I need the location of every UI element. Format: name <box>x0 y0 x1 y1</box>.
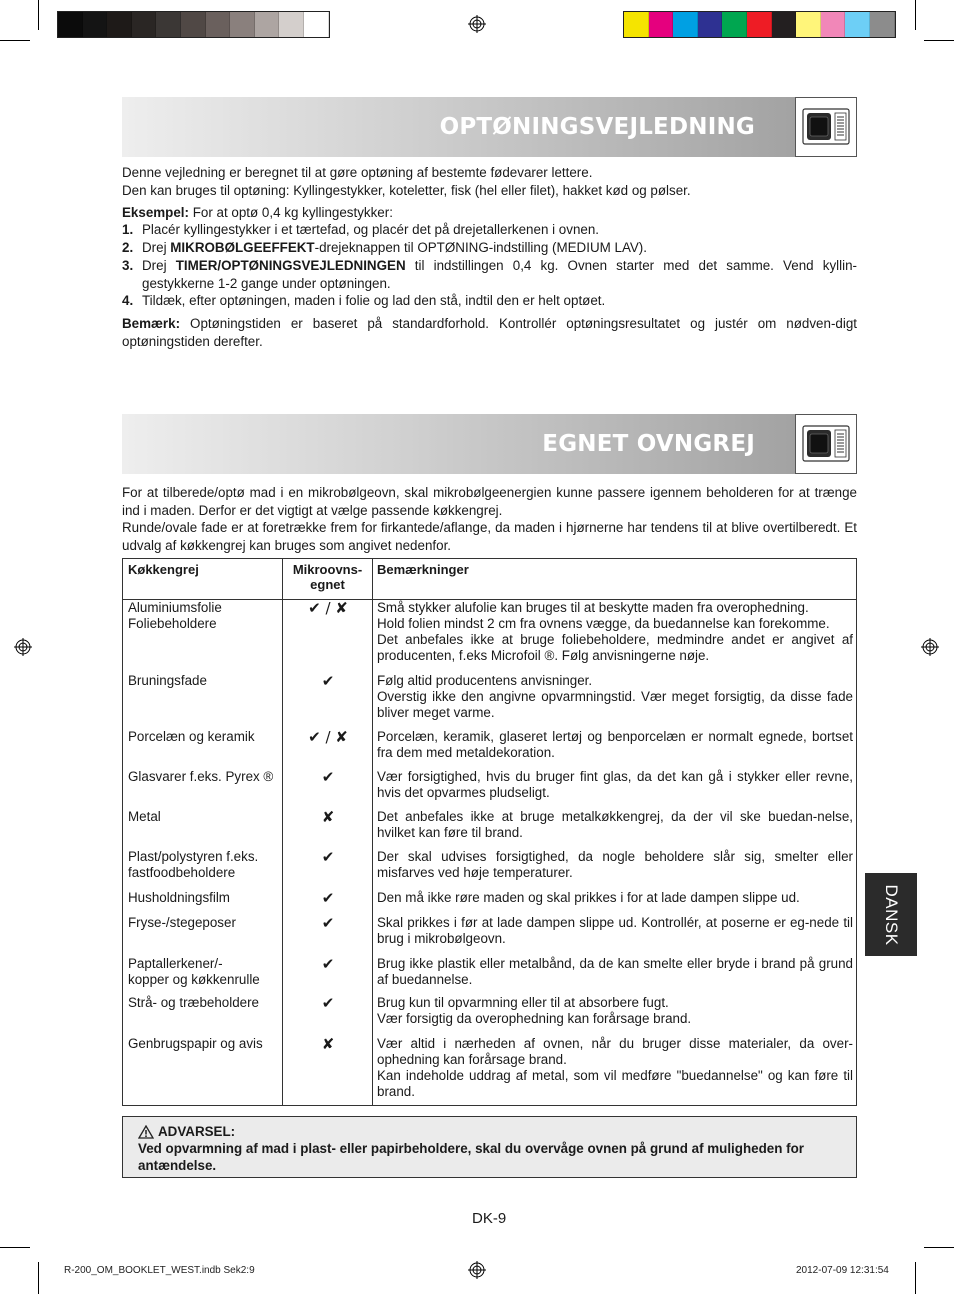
step-text: Drej <box>142 258 176 273</box>
crop-mark <box>0 40 30 41</box>
crop-mark <box>38 0 39 30</box>
column-header-remarks: Bemærkninger <box>377 562 469 577</box>
step-number: 2. <box>122 240 134 255</box>
table-cell-remark: Den må ikke røre maden og skal prikkes i for at lade dampen slippe ud. <box>377 890 800 905</box>
table-cell-suitability: ✘ <box>321 808 335 826</box>
registration-mark-icon <box>468 1261 486 1279</box>
color-swatch <box>304 12 329 37</box>
color-swatch <box>870 12 895 37</box>
registration-mark-icon <box>468 15 486 33</box>
language-tab-label: DANSK <box>882 883 901 946</box>
example-label: Eksempel: <box>122 205 189 220</box>
step-item <box>122 239 857 257</box>
color-swatch <box>107 12 132 37</box>
step-number: 1. <box>122 222 134 237</box>
table-cell-suitability: ✔ <box>321 955 335 973</box>
table-cell-cookware: Genbrugspapir og avis <box>128 1036 263 1051</box>
table-cell-cookware: Strå- og træbeholdere <box>128 995 260 1010</box>
table-cell-cookware: Fryse-/stegeposer <box>128 915 236 930</box>
warning-text: Ved opvarmning af mad i plast- eller papirbeholdere, skal du overvåge ovnen på grund af muligheden for antændelse. <box>138 1141 804 1173</box>
section-title: OPTØNINGSVEJLEDNING <box>439 114 755 140</box>
table-cell-suitability: ✔ <box>321 768 335 786</box>
color-swatch <box>796 12 821 37</box>
warning-label: ADVARSEL: <box>158 1124 236 1139</box>
color-swatch <box>624 12 649 37</box>
step-number: 3. <box>122 258 134 273</box>
color-swatch <box>845 12 870 37</box>
table-cell-remark: Brug ikke plastik eller metalbånd, da de kan smelte eller bryde i brand på grund af buedannelse. <box>377 956 853 987</box>
table-cell-cookware: Aluminiumsfolie Foliebeholdere <box>128 600 222 631</box>
crop-mark <box>924 1247 954 1248</box>
table-cell-cookware: Metal <box>128 809 161 824</box>
note-text: Optøningstiden er baseret på standardforhold. Kontrollér optøningsresultatet og justér om nødven-digt optøningstiden derefter. <box>122 316 857 349</box>
intro-line: Den kan bruges til optøning: Kyllingestykker, koteletter, fisk (hel eller filet), hakket kød og pølser. <box>122 182 691 198</box>
color-swatch <box>772 12 797 37</box>
registration-mark-icon <box>14 638 32 656</box>
table-cell-suitability: ✔ / ✘ <box>308 728 348 746</box>
color-swatch <box>230 12 255 37</box>
color-swatch <box>255 12 280 37</box>
warning-triangle-icon <box>138 1125 154 1139</box>
section-title: EGNET OVNGREJ <box>542 431 755 457</box>
color-swatch <box>58 12 83 37</box>
process-color-bar <box>623 11 896 38</box>
color-swatch <box>156 12 181 37</box>
section-header-cookware <box>122 414 857 474</box>
table-cell-cookware: Husholdningsfilm <box>128 890 230 905</box>
step-item <box>122 292 857 310</box>
warning-box <box>122 1116 857 1178</box>
table-cell-remark: Der skal udvises forsigtighed, da nogle beholdere slår sig, smelter eller misfarves ved høje temperaturer. <box>377 849 853 880</box>
grayscale-color-bar <box>57 11 330 38</box>
print-slug-timestamp: 2012-07-09 12:31:54 <box>796 1265 889 1276</box>
cookware-table <box>122 558 857 1106</box>
registration-mark-icon <box>921 638 939 656</box>
table-cell-remark: Små stykker alufolie kan bruges til at beskytte maden fra overophedning. Hold folien mindst 2 cm fra ovnens vægge, da buedannelse kan forekomme. Det anbefales ikke at bruge foliebeholdere, medmindre andet er angivet af producenten, f.eks Microfoil ®. Følg anvisningerne nøje. <box>377 600 853 663</box>
step-text: Placér kyllingestykker i et tærtefad, og placér det på drejetallerkenen i ovnen. <box>142 222 600 237</box>
crop-mark <box>924 40 954 41</box>
warning-heading <box>138 1123 235 1140</box>
example-text: For at optø 0,4 kg kyllingestykker: <box>189 205 393 220</box>
column-header-cookware: Køkkengrej <box>128 562 199 577</box>
color-swatch <box>181 12 206 37</box>
defrost-intro <box>122 164 857 199</box>
table-cell-remark: Skal prikkes i før at lade dampen slippe ud. Kontrollér, at poserne er eg-nede til brug i mikrobølgeovn. <box>377 915 853 946</box>
column-divider <box>282 559 283 1105</box>
column-divider <box>372 559 373 1105</box>
crop-mark <box>915 0 916 30</box>
step-number: 4. <box>122 293 134 308</box>
table-cell-remark: Porcelæn, keramik, glaseret lertøj og benporcelæn er normalt egnede, bortset fra dem med metaldekoration. <box>377 729 853 760</box>
table-cell-suitability: ✔ <box>321 889 335 907</box>
table-cell-remark: Det anbefales ikke at bruge metalkøkkengrej, da der vil ske buedan-nelse, hvilket kan føre til brand. <box>377 809 853 840</box>
table-cell-suitability: ✘ <box>321 1035 335 1053</box>
cookware-intro <box>122 484 857 554</box>
page-number: DK-9 <box>472 1210 507 1227</box>
table-cell-remark: Vær altid i nærheden af ovnen, når du bruger disse materialer, da over-ophedning kan forårsage brand. Kan indeholde uddrag af metal, som vil medføre "buedannelse" og kan føre til brand. <box>377 1036 853 1099</box>
step-item <box>122 221 857 239</box>
color-swatch <box>132 12 157 37</box>
step-bold-text: TIMER/OPTØNINGSVEJLEDNINGEN <box>175 258 406 273</box>
table-cell-remark: Brug kun til opvarmning eller til at absorbere fugt. Vær forsigtig da overophedning kan forårsage brand. <box>377 995 692 1026</box>
crop-mark <box>0 1247 30 1248</box>
table-cell-suitability: ✔ <box>321 848 335 866</box>
microwave-oven-icon <box>795 97 857 157</box>
color-swatch <box>649 12 674 37</box>
color-swatch <box>279 12 304 37</box>
note-label: Bemærk: <box>122 316 181 331</box>
column-header-suitable: Mikroovns-egnet <box>292 562 363 592</box>
step-text: -drejeknappen til OPTØNING-indstilling (MEDIUM LAV). <box>314 240 647 255</box>
table-cell-suitability: ✔ <box>321 994 335 1012</box>
intro-line: Denne vejledning er beregnet til at gøre optøning af bestemte fødevarer lettere. <box>122 165 593 180</box>
step-text: Tildæk, efter optøningen, maden i folie og lad den stå, indtil den er helt optøet. <box>142 293 606 308</box>
color-swatch <box>821 12 846 37</box>
intro-paragraph: Runde/ovale fade er at foretrække frem for firkantede/aflange, da maden i hjørnerne har tendens til at blive overtilberedt. Et udvalg af køkkengrej kan bruges som angivet nedenfor. <box>122 520 857 553</box>
color-swatch <box>206 12 231 37</box>
table-cell-cookware: Glasvarer f.eks. Pyrex ® <box>128 769 274 784</box>
crop-mark <box>38 1262 39 1294</box>
color-swatch <box>698 12 723 37</box>
table-cell-cookware: Porcelæn og keramik <box>128 729 255 744</box>
table-cell-suitability: ✔ <box>321 914 335 932</box>
table-cell-suitability: ✔ / ✘ <box>308 599 348 617</box>
example-line <box>122 204 857 222</box>
table-cell-cookware: Plast/polystyren f.eks. fastfoodbeholdere <box>128 849 259 880</box>
color-swatch <box>722 12 747 37</box>
microwave-oven-icon <box>795 414 857 474</box>
table-cell-cookware: Bruningsfade <box>128 673 207 688</box>
section-header-defrost <box>122 97 857 157</box>
intro-paragraph: For at tilberede/optø mad i en mikrobølgeovn, skal mikrobølgeenergien kunne passere igennem beholderen for at trænge ind i maden. Derfor er det vigtigt at vælge passende køkkengrej. <box>122 485 857 518</box>
crop-mark <box>915 1262 916 1294</box>
color-swatch <box>673 12 698 37</box>
step-text: Drej <box>142 240 171 255</box>
step-item <box>122 257 857 292</box>
table-cell-remark: Vær forsigtighed, hvis du bruger fint glas, da det kan gå i stykker eller revne, hvis det opvarmes pludseligt. <box>377 769 853 800</box>
step-bold-text: MIKROBØLGEEFFEKT <box>170 240 315 255</box>
step-text: til indstillingen 0,4 kg. Ovnen starter med det samme. Vend kyllin-gestykkerne 1-2 gange under optøningen. <box>142 258 857 291</box>
print-slug-filename: R-200_OM_BOOKLET_WEST.indb Sek2:9 <box>64 1265 255 1276</box>
color-swatch <box>83 12 108 37</box>
note-paragraph <box>122 315 857 350</box>
color-swatch <box>747 12 772 37</box>
table-cell-cookware: Paptallerkener/- kopper og køkkenrulle <box>128 956 260 987</box>
table-cell-suitability: ✔ <box>321 672 335 690</box>
table-cell-remark: Følg altid producentens anvisninger. Overstig ikke den angivne opvarmningstid. Vær meget forsigtig, da disse fade bliver meget varme. <box>377 673 853 720</box>
language-tab <box>865 873 917 956</box>
